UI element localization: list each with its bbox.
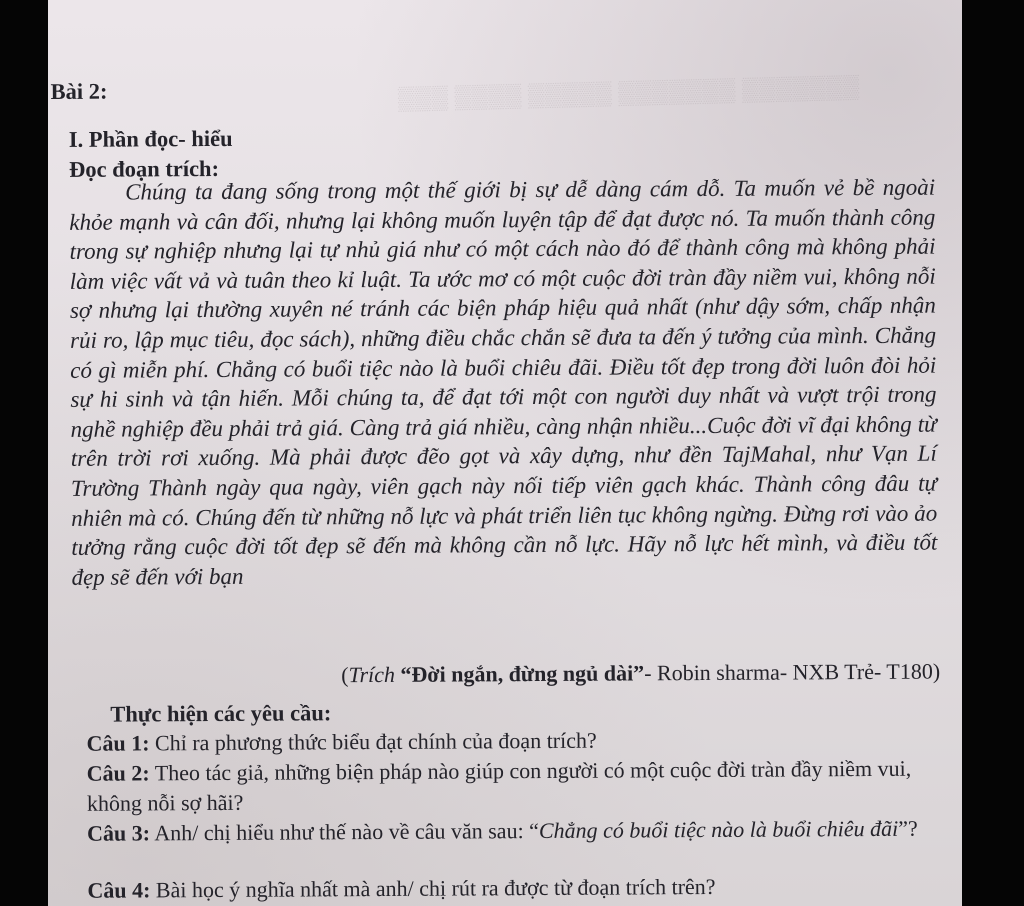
question-4 [87,871,933,906]
tasks-heading: Thực hiện các yêu cầu: [110,700,332,727]
question-3-quote: Chẳng có buổi tiệc nào là buổi chiêu đãi [538,815,899,844]
question-2-label: Câu 2: [86,760,150,786]
section-heading: I. Phần đọc- hiểu [68,125,233,152]
question-1-label: Câu 1: [86,730,150,756]
excerpt-passage: Chúng ta đang sống trong một thế giới bị sự dễ dàng cám dỗ. Ta muốn vẻ bề ngoài khỏe mạnh và cân đối, nhưng lại không muốn luyện tập để đạt được nó. Ta muốn thành công trong sự nghiệp nhưng lại tự nhủ giá như có một cách nào đó để thành công mà không phải làm việc vất vả và tuân theo kỉ luật. Ta ước mơ có một cuộc đời tràn đầy niềm vui, không nỗi sợ nhưng lại thường xuyên né tránh các biện pháp hiệu quả nhất (như dậy sớm, chấp nhận rủi ro, lập mục tiêu, đọc sách), những điều chắc chắn sẽ đưa ta đến ý tưởng của mình. Chẳng có gì miễn phí. Chẳng có buổi tiệc nào là buổi chiêu đãi. Điều tốt đẹp trong đời luôn đòi hỏi sự hi sinh và tận hiến. Mỗi chúng ta, để đạt tới một con người duy nhất và vượt trội trong nghề nghiệp đều phải trả giá. Càng trả giá nhiều, càng nhận nhiều...Cuộc đời vĩ đại không từ trên trời rơi xuống. Mà phải được đẽo gọt và xây dựng, như đền TajMahal, như Vạn Lí Trường Thành ngày qua ngày, viên gạch này nối tiếp viên gạch khác. Thành công đâu tự nhiên mà có. Chúng đến từ những nỗ lực và phát triển liên tục không ngừng. Đừng rơi vào ảo tưởng rằng cuộc đời tốt đẹp sẽ đến mà không cần nỗ lực. Hãy nỗ lực hết mình, và điều tốt đẹp sẽ đến với bạn [69,174,938,590]
question-3-end: ”? [898,815,918,841]
question-2 [87,754,933,819]
question-3 [87,814,933,849]
question-2-text: Theo tác giả, những biện pháp nào giúp con người có một cuộc đời tràn đầy niềm vui, không nỗi sợ hãi? [86,755,912,816]
source-rest: - Robin sharma- NXB Trẻ- T180) [644,658,941,686]
source-citation [341,657,940,691]
source-trich: Trích [348,661,396,688]
question-3-label: Câu 3: [87,820,151,846]
question-1-text: Chỉ ra phương thức biểu đạt chính của đoạn trích? [149,727,597,756]
bleed-through-text: ▒▒▒ ▒▒▒▒ ▒▒▒▒▒ ▒▒▒▒▒▒▒ ▒▒▒▒▒▒▒ [397,73,860,112]
paper-sheet [48,0,962,906]
question-4-text: Bài học ý nghĩa nhất mà anh/ chị rút ra được từ đoạn trích trên? [150,873,716,903]
source-book-title: “Đời ngắn, đừng ngủ dài” [400,660,645,687]
read-instruction: Đọc đoạn trích: [68,155,220,182]
exercise-title: Bài 2: [50,78,108,104]
question-3-text: Anh/ chị hiểu như thế nào về câu văn sau: “ [149,818,539,846]
source-open-paren: ( [341,662,349,688]
question-4-label: Câu 4: [87,877,151,903]
